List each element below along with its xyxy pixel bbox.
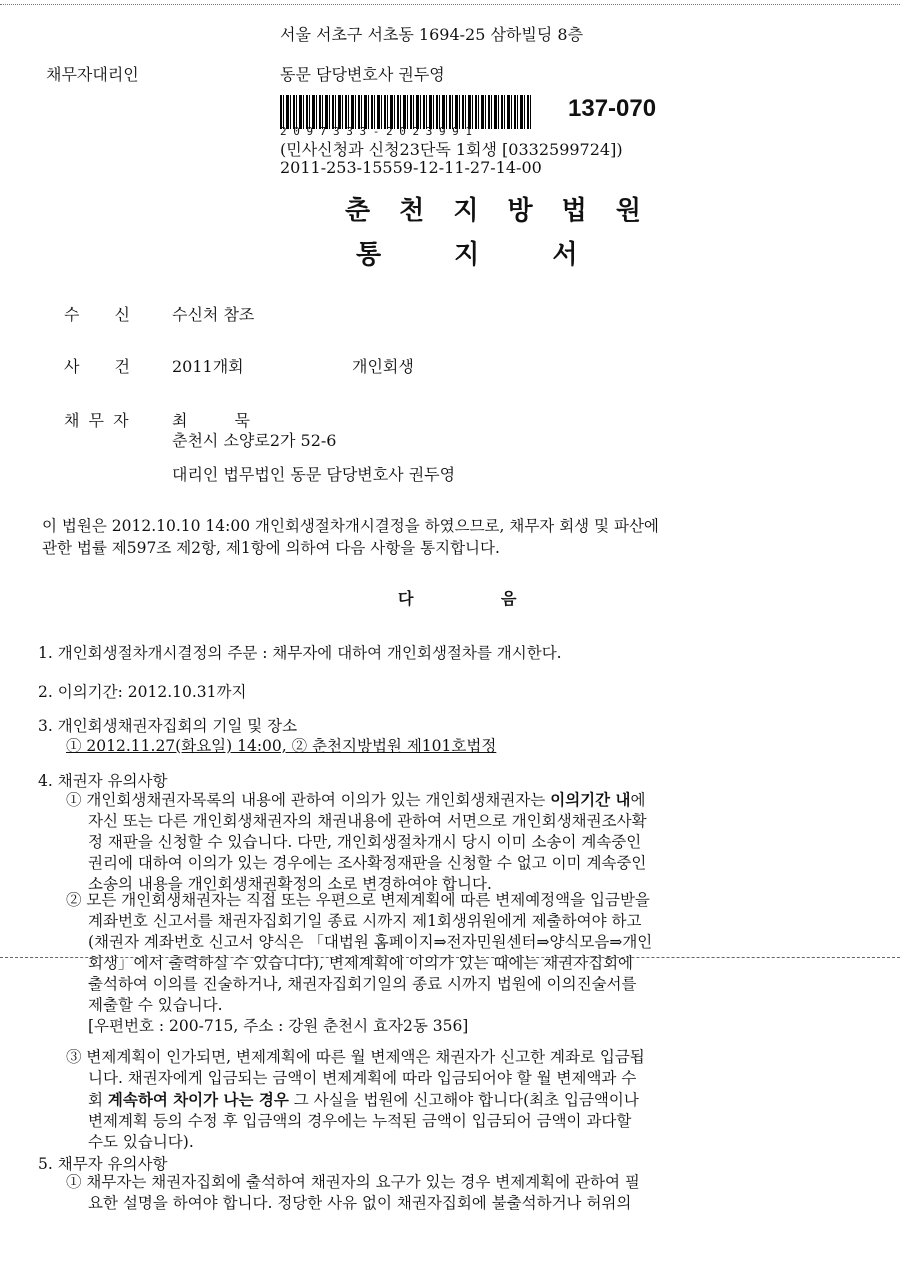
item-4-3-line: 수도 있습니다). <box>88 1133 194 1151</box>
item-4-3-line: 변제계획 등의 수정 후 입금액의 경우에는 누적된 금액이 입금되어 금액이 과다할 <box>88 1112 632 1130</box>
item-4-3-emphasis-line: 회 계속하여 차이가 나는 경우 그 사실을 법원에 신고해야 합니다(최초 입금액이나 <box>88 1090 639 1109</box>
item-5-1-line: 요한 설명을 하여야 합니다. 정당한 사유 없이 채권자집회에 불출석하거나 허위의 <box>88 1194 632 1212</box>
item-4-1-first-line: ① 개인회생채권자목록의 내용에 관하여 이의가 있는 개인회생채권자는 이의기간 내에 <box>66 790 646 809</box>
document-title: 통 지 서 <box>356 240 578 270</box>
case-name: 개인회생 <box>352 357 414 376</box>
intro-paragraph <box>42 515 659 559</box>
item-4-2-line: [우편번호 : 200-715, 주소 : 강원 춘천시 효자2동 356] <box>88 1017 469 1035</box>
item-2: 2. 이의기간: 2012.10.31까지 <box>38 683 247 701</box>
item-5-1 <box>66 1172 640 1214</box>
item-4-2 <box>66 890 652 1037</box>
postal-code: 137-070 <box>568 95 657 122</box>
debtor-name: 최 묵 <box>172 411 250 430</box>
item-4-2-line: 계좌번호 신고서를 채권자집회기일 종료 시까지 제1회생위원에게 제출하여야 하고 <box>88 912 642 930</box>
reference-line-1: (민사신청과 신청23단독 1회생 [0332599724]) <box>280 140 623 159</box>
debtor-address: 춘천시 소양로2가 52-6 <box>172 431 337 450</box>
item-5: 5. 채무자 유의사항 <box>38 1155 168 1173</box>
item-4-2-line: ② 모든 개인회생채권자는 직접 또는 우편으로 변제계획에 따른 변제예정액을 입금받을 <box>66 891 650 909</box>
item-4-2-line: (채권자 계좌번호 신고서 양식은 「대법원 홈페이지⇒전자민원센터⇒양식모음⇒개인 <box>88 933 653 951</box>
debtor-agent: 대리인 법무법인 동문 담당변호사 권두영 <box>172 465 456 484</box>
agent-label: 채무자대리인 <box>46 65 139 84</box>
court-title: 춘 천 지 방 법 원 <box>345 196 651 226</box>
intro-line: 관한 법률 제597조 제2항, 제1항에 의하여 다음 사항을 통지합니다. <box>42 539 500 557</box>
item-5-1-line: ① 채무자는 채권자집회에 출석하여 채권자의 요구가 있는 경우 변제계획에 관하여 필 <box>66 1173 640 1191</box>
reference-line-2: 2011-253-15559-12-11-27-14-00 <box>280 158 542 177</box>
item-4-1-line: 자신 또는 다른 개인회생채권자의 채권내용에 관하여 서면으로 개인회생채권조사확 <box>88 812 647 830</box>
barcode <box>280 95 532 129</box>
item-4-3-line: ③ 변제계획이 인가되면, 변제계획에 따른 월 변제액은 채권자가 신고한 계좌로 입금됩 <box>66 1048 645 1066</box>
barcode-digits: 2 0 9 7 3 3 3 - 2 0 2 3 9 9 1 <box>280 125 473 138</box>
debtor-label: 채 무 자 <box>64 411 129 430</box>
next-heading: 다 음 <box>398 589 517 608</box>
recipient-value: 수신처 참조 <box>172 305 255 324</box>
item-4-2-line: 제출할 수 있습니다. <box>88 996 223 1014</box>
top-dotted-rule <box>0 4 900 5</box>
recipient-label: 수 신 <box>64 305 130 324</box>
item-4-1-line: 권리에 대하여 이의가 있는 경우에는 조사확정재판을 신청할 수 없고 이미 계속중인 <box>88 854 647 872</box>
item-4-3-line: 니다. 채권자에게 입금되는 금액이 변제계획에 따라 입금되어야 할 월 변제액과 수 <box>88 1069 637 1087</box>
fold-line <box>0 957 900 958</box>
agent-name: 동문 담당변호사 권두영 <box>280 65 445 84</box>
item-4-1-line: 정 재판을 신청할 수 있습니다. 다만, 개인회생절차개시 당시 이미 소송이 계속중인 <box>88 833 642 851</box>
header-address: 서울 서초구 서초동 1694-25 삼하빌딩 8층 <box>280 25 584 44</box>
case-number: 2011개회 <box>172 357 244 376</box>
item-3-detail: ① 2012.11.27(화요일) 14:00, ② 춘천지방법원 제101호법정 <box>66 737 497 755</box>
intro-line: 이 법원은 2012.10.10 14:00 개인회생절차개시결정을 하였으므로, 채무자 회생 및 파산에 <box>42 517 659 535</box>
item-4-2-line: 회생」에서 출력하실 수 있습니다), 변제계획에 이의가 있는 때에는 채권자집회에 <box>88 954 634 972</box>
item-1: 1. 개인회생절차개시결정의 주문 : 채무자에 대하여 개인회생절차를 개시한다. <box>38 644 562 662</box>
item-4-1-line: 소송의 내용을 개인회생채권확정의 소로 변경하여야 합니다. <box>88 875 492 893</box>
item-4-3 <box>66 1047 645 1153</box>
item-4: 4. 채권자 유의사항 <box>38 772 168 790</box>
item-3: 3. 개인회생채권자집회의 기일 및 장소 <box>38 717 298 735</box>
item-4-1 <box>66 789 647 895</box>
item-4-2-line: 출석하여 이의를 진술하거나, 채권자집회기일의 종료 시까지 법원에 이의진술서를 <box>88 975 637 993</box>
case-label: 사 건 <box>64 357 130 376</box>
